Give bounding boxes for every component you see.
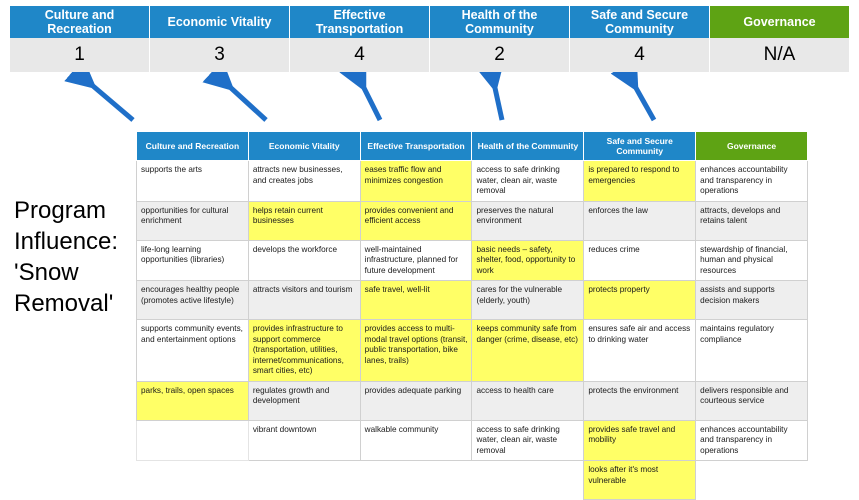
matrix-cell: provides safe travel and mobility [584,420,696,461]
matrix-header-cell: Health of the Community [472,132,584,161]
summary-score-cell: 4 [290,38,430,72]
matrix-cell: ensures safe air and access to drinking water [584,320,696,382]
matrix-cell: enforces the law [584,201,696,240]
summary-score-cell: 3 [150,38,290,72]
summary-header-cell: Economic Vitality [150,6,290,38]
table-row [137,461,808,500]
score-link-arrow [636,88,654,120]
matrix-cell: maintains regulatory compliance [696,320,808,382]
matrix-cell: encourages healthy people (promotes active lifestyle) [137,281,249,320]
matrix-cell: provides adequate parking [360,381,472,420]
matrix-cell: keeps community safe from danger (crime, disease, etc) [472,320,584,382]
summary-header-cell: Effective Transportation [290,6,430,38]
matrix-cell: access to safe drinking water, clean air, waste removal [472,161,584,202]
matrix-cell: walkable community [360,420,472,461]
matrix-cell: helps retain current businesses [248,201,360,240]
score-link-arrow [93,86,133,120]
matrix-cell: protects the environment [584,381,696,420]
table-row [137,381,808,420]
matrix-cell: well-maintained infrastructure, planned for future development [360,240,472,281]
matrix-cell [472,461,584,500]
matrix-cell: cares for the vulnerable (elderly, youth) [472,281,584,320]
matrix-cell: enhances accountability and transparency in operations [696,420,808,461]
matrix-cell: attracts new businesses, and creates jobs [248,161,360,202]
matrix-header-cell: Governance [696,132,808,161]
matrix-cell: eases traffic flow and minimizes congestion [360,161,472,202]
matrix-cell: supports the arts [137,161,249,202]
matrix-cell: delivers responsible and courteous service [696,381,808,420]
table-row [137,201,808,240]
table-row [137,281,808,320]
matrix-header-row [137,132,808,161]
matrix-cell: provides access to multi-modal travel options (transit, public transportation, bike lanes, trails) [360,320,472,382]
score-summary-band [10,6,849,72]
matrix-cell: parks, trails, open spaces [137,381,249,420]
summary-score-cell: 4 [570,38,710,72]
matrix-cell: looks after it's most vulnerable [584,461,696,500]
score-link-arrow [364,88,380,120]
summary-score-cell: N/A [763,44,796,65]
summary-header-cell: Health of the Community [430,6,570,38]
matrix-header-cell: Economic Vitality [248,132,360,161]
matrix-cell: attracts visitors and tourism [248,281,360,320]
matrix-cell: is prepared to respond to emergencies [584,161,696,202]
score-summary-value-row [10,38,849,72]
matrix-cell: enhances accountability and transparency in operations [696,161,808,202]
matrix-cell: reduces crime [584,240,696,281]
score-link-arrow [231,88,266,120]
matrix-cell [137,461,249,500]
summary-header-cell: Safe and Secure Community [570,6,710,38]
summary-score-cell: 1 [10,38,150,72]
matrix-cell [696,461,808,500]
matrix-cell: opportunities for cultural enrichment [137,201,249,240]
matrix-cell: safe travel, well-lit [360,281,472,320]
matrix-cell: basic needs – safety, shelter, food, opportunity to work [472,240,584,281]
table-row [137,320,808,382]
matrix-cell: access to safe drinking water, clean air, waste removal [472,420,584,461]
summary-header-cell: Culture and Recreation [10,6,150,38]
matrix-cell [137,420,249,461]
matrix-cell: vibrant downtown [248,420,360,461]
matrix-cell: regulates growth and development [248,381,360,420]
matrix-cell: protects property [584,281,696,320]
matrix-cell: life-long learning opportunities (libraries) [137,240,249,281]
table-row [137,161,808,202]
program-influence-matrix [136,131,808,500]
score-link-arrow [495,88,502,120]
matrix-cell: provides convenient and efficient access [360,201,472,240]
matrix-cell: preserves the natural environment [472,201,584,240]
matrix-header-cell: Effective Transportation [360,132,472,161]
matrix-cell: access to health care [472,381,584,420]
score-summary-header-row [10,6,849,38]
matrix-cell: develops the workforce [248,240,360,281]
arrow-layer [0,72,859,132]
matrix-cell [360,461,472,500]
page-title: Program Influence: 'Snow Removal' [14,197,119,317]
table-row [137,420,808,461]
table-row [137,240,808,281]
matrix-cell: assists and supports decision makers [696,281,808,320]
matrix-body [137,161,808,500]
matrix-cell: attracts, develops and retains talent [696,201,808,240]
matrix-header-cell: Safe and Secure Community [584,132,696,161]
matrix-cell: stewardship of financial, human and physical resources [696,240,808,281]
matrix-cell: supports community events, and entertainment options [137,320,249,382]
matrix-header-cell: Culture and Recreation [137,132,249,161]
summary-score-cell: 2 [430,38,570,72]
summary-header-cell: Governance [710,6,849,38]
matrix-cell: provides infrastructure to support commerce (transportation, utilities, internet/communications, smart cities, etc) [248,320,360,382]
matrix-cell [248,461,360,500]
